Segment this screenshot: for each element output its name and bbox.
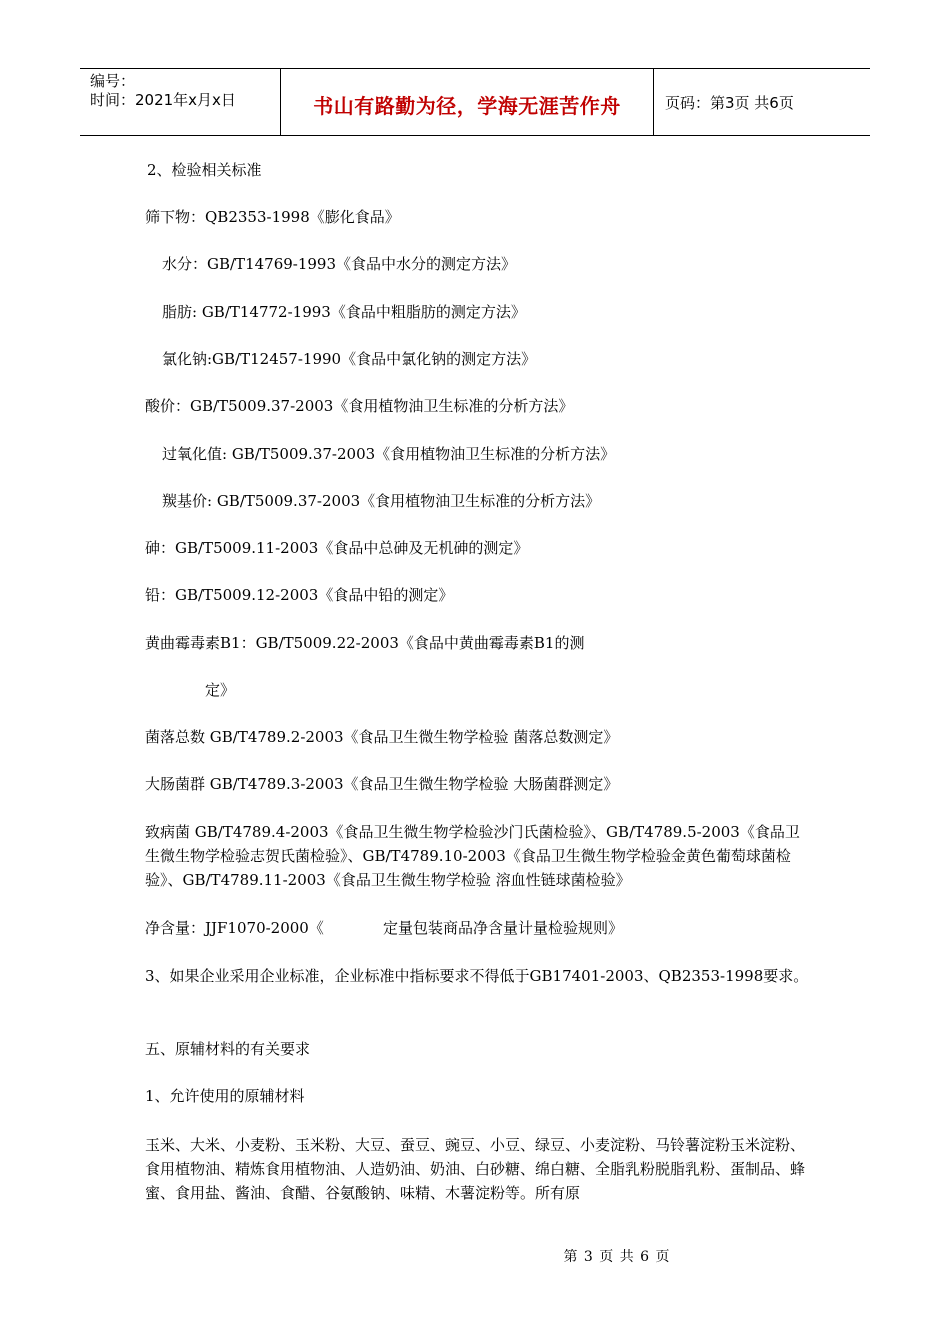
document-time: 时间：2021年x月x日 xyxy=(90,91,236,109)
document-number-label: 编号： xyxy=(90,72,136,90)
header-page-number: 页码：第3页 共6页 xyxy=(665,93,794,112)
page-header xyxy=(80,68,870,136)
standard-line: 过氧化值: GB/T5009.37-2003《食用植物油卫生标准的分析方法》 xyxy=(162,445,616,463)
standard-line: 水分：GB/T14769-1993《食品中水分的测定方法》 xyxy=(162,255,517,273)
standard-line: 筛下物：QB2353-1998《膨化食品》 xyxy=(145,208,400,226)
standard-line: 羰基价: GB/T5009.37-2003《食用植物油卫生标准的分析方法》 xyxy=(162,492,601,510)
section-heading-inspection-standards: 2、检验相关标准 xyxy=(147,161,262,179)
standard-line-continuation: 定》 xyxy=(205,681,236,699)
header-motto: 书山有路勤为径，学海无涯苦作舟 xyxy=(313,93,621,118)
standard-line: 脂肪: GB/T14772-1993《食品中粗脂肪的测定方法》 xyxy=(162,303,526,321)
page-footer xyxy=(0,1246,950,1266)
pathogen-standards-paragraph: 致病菌 GB/T4789.4-2003《食品卫生微生物学检验沙门氏菌检验》、GB/T4789.5-2003《食品卫生微生物学检验志贺氏菌检验》、GB/T4789.10-2003《食品卫生微生物学检验金黄色葡萄球菌检验》、GB/T4789.11-2003《食品卫生微生物学检验 溶血性链球菌检验》 xyxy=(145,823,800,889)
footer-page-number: 第 3 页 共 6 页 xyxy=(563,1249,671,1265)
standard-line: 酸价：GB/T5009.37-2003《食用植物油卫生标准的分析方法》 xyxy=(145,397,574,415)
net-content-standard-title: 定量包装商品净含量计量检验规则》 xyxy=(383,919,624,937)
subsection-heading-allowed-materials: 1、允许使用的原辅材料 xyxy=(145,1087,305,1105)
net-content-label: 净含量：JJF1070-2000《 xyxy=(145,919,324,937)
standard-line: 黄曲霉毒素B1：GB/T5009.22-2003《食品中黄曲霉毒素B1的测 xyxy=(145,634,585,652)
standard-line: 菌落总数 GB/T4789.2-2003《食品卫生微生物学检验 菌落总数测定》 xyxy=(145,728,619,746)
section-heading-raw-materials: 五、原辅材料的有关要求 xyxy=(145,1040,311,1058)
standard-line: 氯化钠:GB/T12457-1990《食品中氯化钠的测定方法》 xyxy=(162,350,537,368)
header-page-info xyxy=(654,69,870,135)
header-meta xyxy=(80,69,281,135)
standard-line: 铅：GB/T5009.12-2003《食品中铅的测定》 xyxy=(145,586,454,604)
standard-line: 砷：GB/T5009.11-2003《食品中总砷及无机砷的测定》 xyxy=(145,539,529,557)
standard-line: 大肠菌群 GB/T4789.3-2003《食品卫生微生物学检验 大肠菌群测定》 xyxy=(145,775,619,793)
enterprise-standard-paragraph: 3、如果企业采用企业标准，企业标准中指标要求不得低于GB17401-2003、QB2353-1998要求。 xyxy=(145,967,809,985)
allowed-materials-paragraph: 玉米、大米、小麦粉、玉米粉、大豆、蚕豆、豌豆、小豆、绿豆、小麦淀粉、马铃薯淀粉玉米淀粉、食用植物油、精炼食用植物油、人造奶油、奶油、白砂糖、绵白糖、全脂乳粉脱脂乳粉、蛋制品、蜂蜜、食用盐、酱油、食醋、谷氨酸钠、味精、木薯淀粉等。所有原 xyxy=(145,1136,806,1202)
header-motto-cell xyxy=(281,69,654,135)
